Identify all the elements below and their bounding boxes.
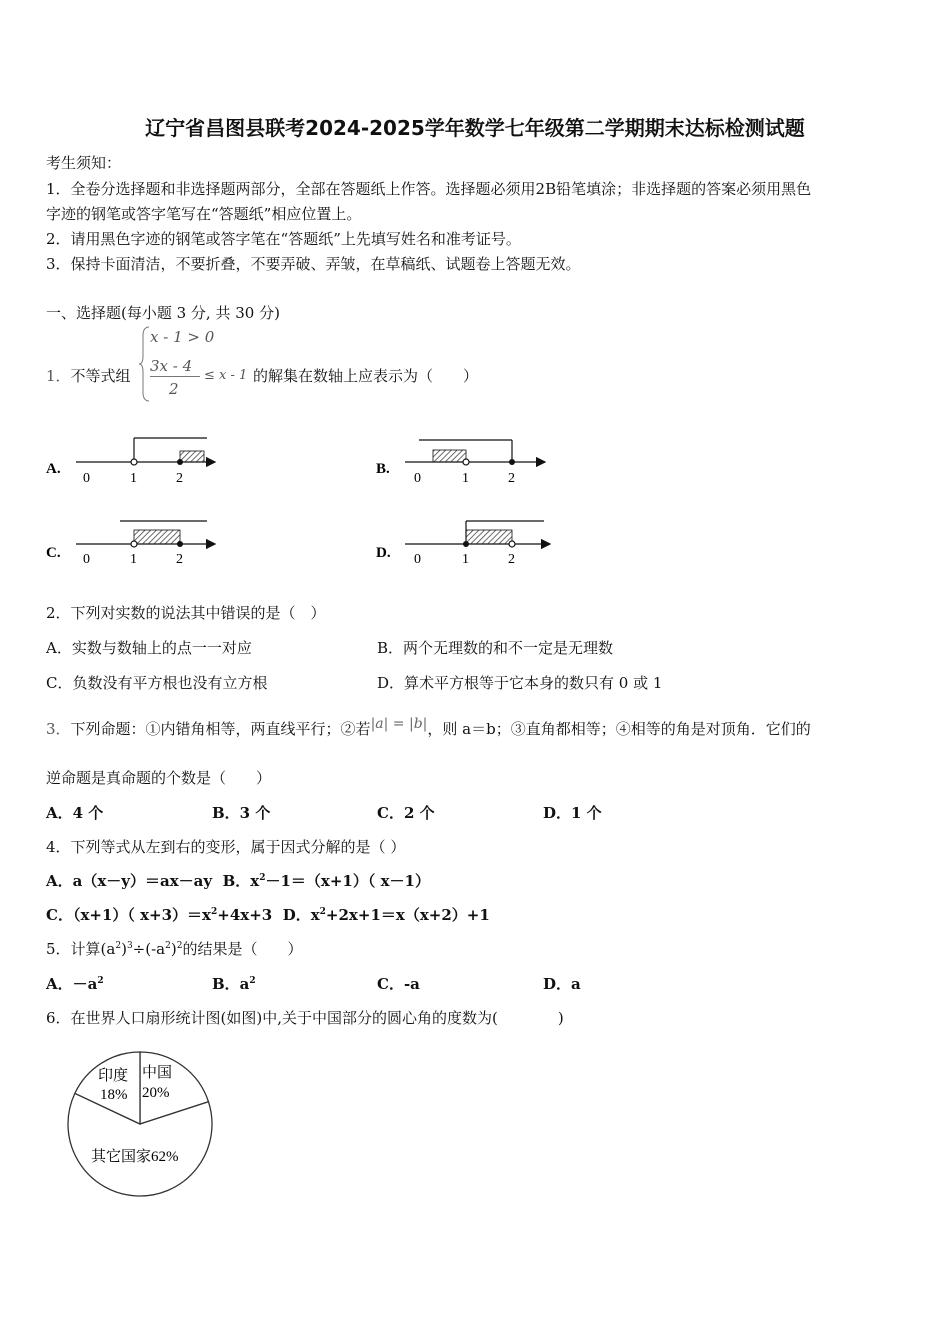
- question-1-prefix: 不等式组: [70, 367, 131, 385]
- slice-label-china: 中国: [142, 1065, 173, 1081]
- question-4-stem: 4．下列等式从左到右的变形，属于因式分解的是（ ）: [46, 838, 406, 856]
- inequality-1: x - 1 > 0: [150, 328, 215, 346]
- question-5-option-b[interactable]: B．$a^2$: [212, 975, 256, 993]
- question-3-part1: 下列命题：①内错角相等，两直线平行；②若: [70, 720, 371, 738]
- tick-label: 0: [83, 552, 90, 567]
- option-a-label: A.: [46, 461, 61, 477]
- inequality-system: [138, 324, 258, 404]
- slice-label-others: 其它国家62%: [91, 1149, 179, 1165]
- question-2-option-a[interactable]: A．实数与数轴上的点一一对应: [46, 639, 252, 657]
- option-d-label: D.: [376, 545, 391, 561]
- question-3-option-a[interactable]: A．4 个: [46, 804, 104, 822]
- question-4-options-cd: [46, 904, 490, 925]
- tick-label: 0: [83, 471, 90, 486]
- number-line-option-d[interactable]: [376, 521, 550, 567]
- tick-label: 1: [130, 552, 137, 567]
- question-1-stem: [46, 365, 131, 386]
- question-1-suffix: 的解集在数轴上应表示为（ ）: [253, 367, 479, 385]
- number-line-options: [0, 420, 950, 580]
- question-5-option-c[interactable]: C．-a: [377, 975, 420, 993]
- tick-label: 2: [176, 552, 183, 567]
- page-title: 辽宁省昌图县联考2024-2025学年数学七年级第二学期期末达标检测试题: [145, 116, 805, 140]
- abs-equation: |a| = |b|: [370, 716, 428, 732]
- population-pie-chart: [60, 1048, 220, 1203]
- question-2-option-c[interactable]: C．负数没有平方根也没有立方根: [46, 674, 268, 692]
- notice-item-1: 1．全卷分选择题和非选择题两部分，全部在答题纸上作答。选择题必须用2B铅笔填涂；非选择题的答案必须用黑色: [46, 180, 812, 198]
- question-3-option-b[interactable]: B．3 个: [212, 804, 271, 822]
- question-4-option-c[interactable]: C．（x+1）（ $x+3)=x^2+4x+3$: [46, 906, 273, 924]
- tick-label: 2: [508, 471, 515, 486]
- question-4-option-d[interactable]: D．$x^2+2x+1=x(x+2)+1$: [282, 906, 490, 924]
- section-heading: 一、选择题(每小题 3 分, 共 30 分): [46, 304, 280, 322]
- number-line-option-b[interactable]: [376, 440, 545, 486]
- question-3-part2: ，则 a＝b；③直角都相等；④相等的角是对顶角．它们的: [427, 720, 811, 738]
- tick-label: 2: [508, 552, 515, 567]
- question-5-option-a[interactable]: A．$-a^2$: [46, 975, 104, 993]
- question-3-stem-cont: 逆命题是真命题的个数是（ ）: [46, 769, 272, 787]
- tick-label: 2: [176, 471, 183, 486]
- notice-item-2: 2．请用黑色字迹的钢笔或答字笔在“答题纸”上先填写姓名和准考证号。: [46, 230, 521, 248]
- question-4-options-ab: [46, 870, 430, 891]
- inequality-2-rhs: ≤ x - 1: [204, 368, 248, 383]
- fraction-bar: [150, 376, 200, 377]
- inequality-2-denominator: 2: [169, 380, 179, 398]
- notice-heading: 考生须知：: [46, 154, 122, 172]
- tick-label: 0: [414, 471, 421, 486]
- slice-value-china: 20%: [142, 1085, 170, 1101]
- tick-label: 1: [462, 552, 469, 567]
- slice-label-india: 印度: [98, 1068, 129, 1084]
- number-line-option-a[interactable]: [46, 438, 215, 486]
- notice-item-3: 3．保持卡面清洁，不要折叠，不要弄破、弄皱，在草稿纸、试题卷上答题无效。: [46, 255, 581, 273]
- question-2-option-b[interactable]: B．两个无理数的和不一定是无理数: [377, 639, 614, 657]
- inequality-2-numerator: 3x - 4: [150, 357, 193, 375]
- tick-label: 1: [462, 471, 469, 486]
- notice-item-1-cont: 字迹的钢笔或答字笔写在“答题纸”相应位置上。: [46, 205, 362, 223]
- number-line-option-c[interactable]: [46, 521, 215, 567]
- question-2-stem: 2．下列对实数的说法其中错误的是（ ）: [46, 604, 326, 622]
- question-2-option-d[interactable]: D．算术平方根等于它本身的数只有 0 或 1: [377, 674, 663, 692]
- option-b-label: B.: [376, 461, 390, 477]
- question-3-stem: [46, 718, 811, 739]
- question-4-option-b[interactable]: B．$x^2-1=(x+1)$（ x－1）: [222, 872, 430, 890]
- question-number: 1．: [46, 367, 71, 385]
- question-6-stem: 6．在世界人口扇形统计图(如图)中,关于中国部分的圆心角的度数为( ): [46, 1009, 564, 1027]
- slice-value-india: 18%: [100, 1087, 128, 1103]
- question-5-option-d[interactable]: D．a: [543, 975, 581, 993]
- question-4-option-a[interactable]: A．a（x－y）＝ax－ay: [46, 872, 213, 890]
- tick-label: 0: [414, 552, 421, 567]
- question-5-stem: 5．计算$(a^2)^3\div(-a^2)^2$的结果是（ ）: [46, 940, 303, 958]
- question-3-option-d[interactable]: D．1 个: [543, 804, 602, 822]
- question-number: 3．: [46, 720, 71, 738]
- tick-label: 1: [130, 471, 137, 486]
- question-3-option-c[interactable]: C．2 个: [377, 804, 435, 822]
- option-c-label: C.: [46, 545, 61, 561]
